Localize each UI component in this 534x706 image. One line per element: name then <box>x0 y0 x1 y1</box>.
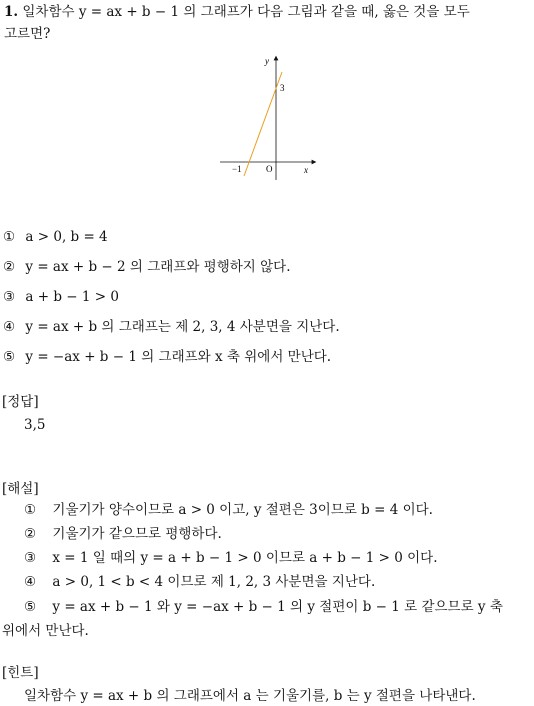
x-intercept-label: −1 <box>232 164 242 174</box>
option-mark: ③ <box>3 289 16 305</box>
explanation-item-1 <box>24 501 433 519</box>
explanation-mark: ① <box>24 502 37 518</box>
explanation-mark: ⑤ <box>24 599 37 615</box>
option-3 <box>3 288 119 306</box>
option-1 <box>3 228 108 246</box>
question-line-2: 고르면? <box>4 26 51 42</box>
question-line-1 <box>4 3 470 21</box>
function-graph <box>218 52 318 182</box>
option-text: a + b − 1 > 0 <box>25 289 119 305</box>
option-5 <box>3 348 331 366</box>
option-4 <box>3 318 340 336</box>
option-mark: ① <box>3 229 16 245</box>
question-text: 일차함수 y = ax + b − 1 의 그래프가 다음 그림과 같을 때, 옳은 것을 모두 <box>22 4 470 20</box>
explanation-mark: ② <box>24 526 37 542</box>
answer-label: [정답] <box>2 394 39 410</box>
y-intercept-label: 3 <box>280 83 285 93</box>
explanation-item-4 <box>24 573 375 591</box>
explanation-text: 기울기가 양수이므로 a > 0 이고, y 절편은 3이므로 b = 4 이다. <box>52 502 433 518</box>
option-mark: ④ <box>3 319 16 335</box>
hint-label: [힌트] <box>2 665 39 681</box>
option-text: y = ax + b − 2 의 그래프와 평행하지 않다. <box>25 259 291 275</box>
origin-label: O <box>266 164 273 174</box>
explanation-continuation: 위에서 만난다. <box>2 623 89 639</box>
y-axis-label: y <box>265 56 269 66</box>
option-text: y = −ax + b − 1 의 그래프와 x 축 위에서 만난다. <box>25 349 332 365</box>
option-2 <box>3 258 291 276</box>
explanation-item-2 <box>24 525 222 543</box>
explanation-item-3 <box>24 549 438 567</box>
explanation-mark: ③ <box>24 550 37 566</box>
option-mark: ② <box>3 259 16 275</box>
option-text: y = ax + b 의 그래프는 제 2, 3, 4 사분면을 지난다. <box>25 319 340 335</box>
x-axis-label: x <box>304 165 308 175</box>
explanation-item-5 <box>24 598 503 616</box>
explanation-mark: ④ <box>24 574 37 590</box>
option-mark: ⑤ <box>3 349 16 365</box>
explanation-text: a > 0, 1 < b < 4 이므로 제 1, 2, 3 사분면을 지난다. <box>52 574 376 590</box>
option-text: a > 0, b = 4 <box>25 229 108 245</box>
explanation-text: y = ax + b − 1 와 y = −ax + b − 1 의 y 절편이 b − 1 로 같으므로 y 축 <box>52 599 503 615</box>
explanation-label: [해설] <box>2 481 39 497</box>
question-number: 1. <box>4 4 19 20</box>
explanation-text: 기울기가 같으므로 평행하다. <box>52 526 222 542</box>
explanation-text: x = 1 일 때의 y = a + b − 1 > 0 이므로 a + b − 1 > 0 이다. <box>52 550 438 566</box>
hint-text: 일차함수 y = ax + b 의 그래프에서 a 는 기울기를, b 는 y 절편을 나타낸다. <box>24 688 476 704</box>
answer-value: 3,5 <box>24 417 46 433</box>
